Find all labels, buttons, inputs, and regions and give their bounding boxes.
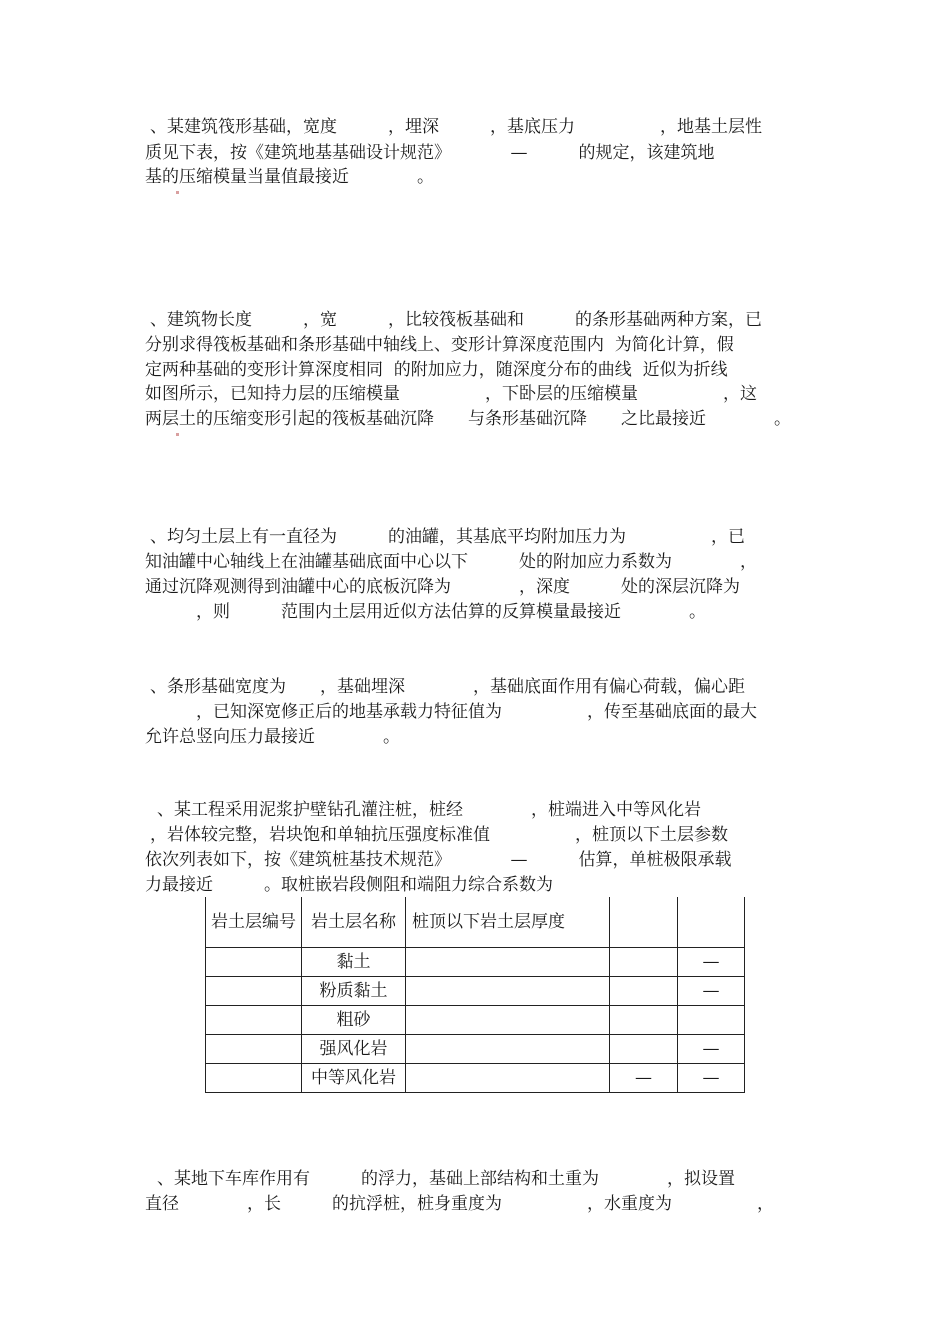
q5-line-3: 依次列表如下，按《建筑桩基技术规范》 — 估算，单桩极限承载 xyxy=(145,850,732,870)
cell-col-4 xyxy=(610,1006,678,1035)
cell-thickness xyxy=(406,1006,610,1035)
broken-image-marker xyxy=(176,191,179,194)
table-row xyxy=(206,1035,745,1064)
soil-layer-table xyxy=(205,897,745,1093)
q2-line-3: 定两种基础的变形计算深度相同 的附加应力，随深度分布的曲线 近似为折线 xyxy=(145,360,728,380)
q3-line-2: 知油罐中心轴线上在油罐基础底面中心以下 处的附加应力系数为 ， xyxy=(145,552,757,572)
cell-col-5: — xyxy=(678,948,745,977)
q4-line-2: ，已知深宽修正后的地基承载力特征值为 ，传至基础底面的最大 xyxy=(145,702,757,722)
q3-line-1: 、均匀土层上有一直径为 的油罐，其基底平均附加压力为 ，已 xyxy=(150,527,745,547)
cell-layer-name: 粉质黏土 xyxy=(302,977,406,1006)
cell-thickness xyxy=(406,948,610,977)
header-layer-thickness: 桩顶以下岩土层厚度 xyxy=(406,897,610,948)
q6-line-2: 直径 ，长 的抗浮桩，桩身重度为 ，水重度为 ， xyxy=(145,1194,774,1214)
cell-layer-name: 强风化岩 xyxy=(302,1035,406,1064)
q2-line-1: 、建筑物长度 ，宽 ，比较筏板基础和 的条形基础两种方案，已 xyxy=(150,310,762,330)
q3-line-3: 通过沉降观测得到油罐中心的底板沉降为 ，深度 处的深层沉降为 xyxy=(145,577,740,597)
cell-col-4 xyxy=(610,1035,678,1064)
q1-line-3: 基的压缩模量当量值最接近 。 xyxy=(145,167,434,187)
cell-col-4: — xyxy=(610,1064,678,1093)
q2-line-5: 两层土的压缩变形引起的筏板基础沉降 与条形基础沉降 之比最接近 。 xyxy=(145,409,791,429)
cell-layer-number xyxy=(206,977,302,1006)
cell-layer-number xyxy=(206,948,302,977)
q2-line-4: 如图所示，已知持力层的压缩模量 ，下卧层的压缩模量 ，这 xyxy=(145,384,757,404)
cell-col-4 xyxy=(610,977,678,1006)
q5-line-2: ，岩体较完整，岩块饱和单轴抗压强度标准值 ，桩顶以下土层参数 xyxy=(150,825,728,845)
cell-layer-name: 黏土 xyxy=(302,948,406,977)
cell-thickness xyxy=(406,977,610,1006)
table-row xyxy=(206,948,745,977)
cell-col-5 xyxy=(678,1006,745,1035)
table-row xyxy=(206,977,745,1006)
cell-layer-number xyxy=(206,1035,302,1064)
cell-col-4 xyxy=(610,948,678,977)
q5-line-4: 力最接近 。取桩嵌岩段侧阻和端阻力综合系数为 xyxy=(145,875,553,895)
cell-layer-number xyxy=(206,1064,302,1093)
q5-line-1: 、某工程采用泥浆护壁钻孔灌注桩，桩经 ，桩端进入中等风化岩 xyxy=(157,800,701,820)
table-row xyxy=(206,1064,745,1093)
q2-line-2: 分别求得筏板基础和条形基础中轴线上、变形计算深度范围内 为简化计算，假 xyxy=(145,335,734,355)
header-col-4 xyxy=(610,897,678,948)
cell-layer-name: 粗砂 xyxy=(302,1006,406,1035)
header-col-5 xyxy=(678,897,745,948)
broken-image-marker xyxy=(176,433,179,436)
cell-col-5: — xyxy=(678,977,745,1006)
cell-layer-number xyxy=(206,1006,302,1035)
q1-line-1: 、某建筑筏形基础，宽度 ，埋深 ，基底压力 ，地基土层性 xyxy=(150,117,762,137)
header-layer-number: 岩土层编号 xyxy=(206,897,302,948)
q3-line-4: ，则 范围内土层用近似方法估算的反算模量最接近 。 xyxy=(145,602,706,622)
q6-line-1: 、某地下车库作用有 的浮力，基础上部结构和土重为 ，拟设置 xyxy=(157,1169,735,1189)
cell-thickness xyxy=(406,1035,610,1064)
cell-thickness xyxy=(406,1064,610,1093)
cell-col-5: — xyxy=(678,1035,745,1064)
q4-line-1: 、条形基础宽度为 ，基础埋深 ，基础底面作用有偏心荷载，偏心距 xyxy=(150,677,745,697)
table-row xyxy=(206,1006,745,1035)
header-layer-name: 岩土层名称 xyxy=(302,897,406,948)
q1-line-2: 质见下表，按《建筑地基基础设计规范》 — 的规定，该建筑地 xyxy=(145,143,715,163)
table-header-row xyxy=(206,897,745,948)
cell-col-5: — xyxy=(678,1064,745,1093)
q4-line-3: 允许总竖向压力最接近 。 xyxy=(145,727,400,747)
cell-layer-name: 中等风化岩 xyxy=(302,1064,406,1093)
